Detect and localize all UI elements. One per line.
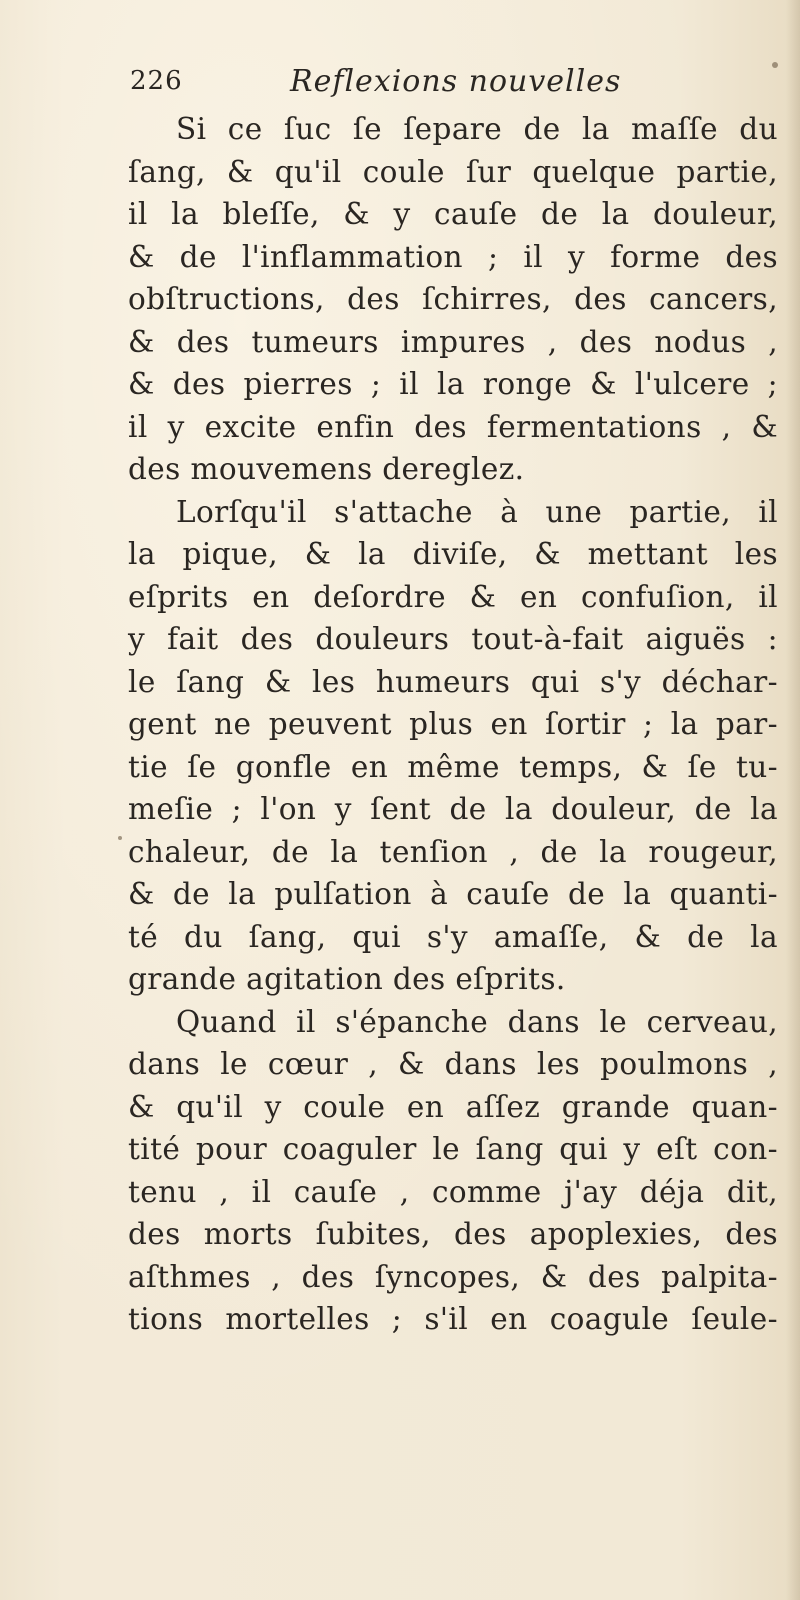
paragraph-2 <box>128 491 778 1001</box>
text-line: eſprits en deſordre & en confuſion, il <box>128 579 778 614</box>
text-line: Si ce ſuc ſe ſepare de la maſſe du <box>176 112 778 146</box>
running-title: Reflexions nouvelles <box>290 64 622 99</box>
text-line: dans le cœur , & dans les poulmons , <box>128 1047 778 1081</box>
text-line: des morts ſubites, des apoplexies, des <box>128 1217 778 1251</box>
text-line: tenu , il cauſe , comme j'ay déja dit, <box>128 1174 778 1209</box>
text-line: & des pierres ; il la ronge & l'ulcere ; <box>128 367 778 401</box>
text-line: obſtructions, des ſchirres, des cancers, <box>128 282 778 316</box>
text-line: Lorſqu'il s'attache à une partie, il <box>176 494 778 529</box>
text-line: des mouvemens dereglez. <box>128 452 525 486</box>
paragraph-3 <box>128 1001 778 1341</box>
text-line: grande agitation des eſprits. <box>128 962 566 996</box>
text-line: gent ne peuvent plus en ſortir ; la par- <box>128 707 778 741</box>
page-number: 226 <box>130 66 183 96</box>
text-line: il la bleſſe, & y cauſe de la douleur, <box>128 197 778 231</box>
text-line: Quand il s'épanche dans le cerveau, <box>176 1004 778 1039</box>
text-line: ſang, & qu'il coule ſur quelque partie, <box>128 154 778 189</box>
text-line: & de l'inflammation ; il y forme des <box>128 239 778 274</box>
text-line: té du ſang, qui s'y amaſſe, & de la <box>128 919 778 954</box>
text-line: la pique, & la diviſe, & mettant les <box>128 537 778 571</box>
body-text <box>128 108 778 1341</box>
text-line: il y excite enfin des fermentations , & <box>128 409 778 444</box>
page-edge-shadow <box>786 0 800 1600</box>
margin-ink-spot <box>118 836 122 840</box>
text-line: & des tumeurs impures , des nodus , <box>128 324 778 359</box>
text-line: y fait des douleurs tout-à-fait aiguës : <box>128 622 778 656</box>
text-line: aſthmes , des ſyncopes, & des palpita- <box>128 1259 778 1294</box>
text-line: tie ſe gonfle en même temps, & ſe tu- <box>128 749 778 784</box>
text-line: & qu'il y coule en aſſez grande quan- <box>128 1089 778 1124</box>
text-line: tité pour coaguler le ſang qui y eſt con- <box>128 1132 778 1166</box>
page-header <box>130 66 770 106</box>
text-line: tions mortelles ; s'il en coagule ſeule- <box>128 1302 778 1336</box>
text-line: le ſang & les humeurs qui s'y déchar- <box>128 664 778 699</box>
paragraph-1 <box>128 108 778 491</box>
text-line: & de la pulſation à cauſe de la quanti- <box>128 877 778 911</box>
margin-ink-spot <box>772 62 778 68</box>
text-line: chaleur, de la tenſion , de la rougeur, <box>128 834 778 869</box>
text-line: meſie ; l'on y ſent de la douleur, de la <box>128 792 778 826</box>
